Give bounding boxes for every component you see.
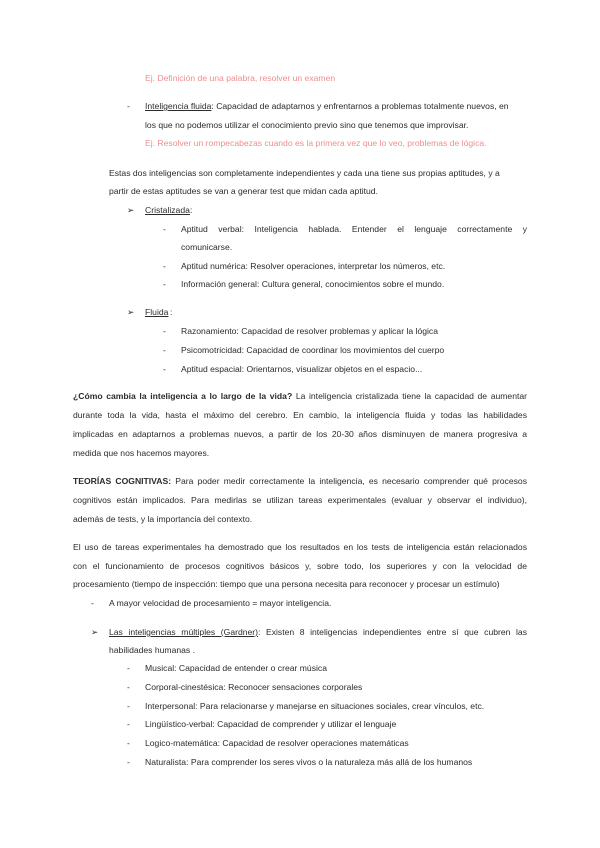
fluida-definition-line2: los que no podemos utilizar el conocimiento previo sino que tenemos que improvisar. <box>145 120 469 130</box>
dash-bullet: - <box>127 738 130 748</box>
cristalizada-item-info: Información general: Cultura general, conocimientos sobre el mundo. <box>181 279 445 289</box>
cristalizada-title: Cristalizada <box>145 205 190 215</box>
tareas-paragraph-line1: El uso de tareas experimentales ha demostrado que los resultados en los tests de inteligencia están relacionados <box>73 542 527 552</box>
colon: : <box>190 205 193 215</box>
multiples-item-linguistico: Lingüístico-verbal: Capacidad de comprender y utilizar el lenguaje <box>145 719 397 729</box>
multiples-line2: habilidades humanas . <box>109 645 195 655</box>
dash-bullet: - <box>163 345 166 355</box>
cristalizada-item-verbal-cont: comunicarse. <box>181 242 233 252</box>
indep-paragraph-line1: Estas dos inteligencias son completamente independientes y cada una tiene sus propias aptitudes, y a <box>109 168 500 178</box>
dash-bullet: - <box>91 598 94 608</box>
dash-bullet: - <box>163 326 166 336</box>
fluida-item-razonamiento: Razonamiento: Capacidad de resolver problemas y aplicar la lógica <box>181 326 438 336</box>
teorias-heading: TEORÍAS COGNITIVAS: <box>73 476 172 486</box>
cambio-paragraph-line3: implicadas en adaptarnos a problemas nuevos, a partir de los 20-30 años disminuyen de manera progresiva a <box>73 429 527 439</box>
multiples-item-musical: Musical: Capacidad de entender o crear música <box>145 663 327 673</box>
dash-bullet: - <box>127 663 130 673</box>
dash-bullet: - <box>163 364 166 374</box>
multiples-line1 <box>109 627 527 638</box>
cambio-paragraph-line4: medida que nos hacemos mayores. <box>73 448 210 458</box>
fluida-definition-line1 <box>145 101 509 112</box>
dash-bullet: - <box>127 682 130 692</box>
dash-bullet: - <box>127 719 130 729</box>
multiples-item-naturalista: Naturalista: Para comprender los seres vivos o la naturaleza más allá de los humanos <box>145 757 473 767</box>
example-cristalizada: Ej. Definición de una palabra, resolver un examen <box>145 73 336 83</box>
cambio-question: ¿Cómo cambia la inteligencia a lo largo de la vida? <box>73 391 293 401</box>
multiples-text: : Existen 8 inteligencias independientes entre sí que cubren las <box>258 627 527 637</box>
fluida-item-psicomotricidad: Psicomotricidad: Capacidad de coordinar los movimientos del cuerpo <box>181 345 445 355</box>
multiples-term: Las inteligencias múltiples (Gardner) <box>109 627 259 637</box>
fluida-term: Inteligencia fluida <box>145 101 212 111</box>
colon: : <box>170 307 173 317</box>
indep-paragraph-line2: partir de estas aptitudes se van a generar test que midan cada aptitud. <box>109 186 378 196</box>
dash-bullet: - <box>163 279 166 289</box>
multiples-item-interpersonal: Interpersonal: Para relacionarse y manejarse en situaciones sociales, crear vínculos, etc. <box>145 701 485 711</box>
tareas-paragraph-line3: procesamiento (tiempo de inspección: tiempo que una persona necesita para reconocer y procesar un estímulo) <box>73 579 500 589</box>
teorias-paragraph-line3: además de tests, y la importancia del contexto. <box>73 514 253 524</box>
teorias-paragraph-line1 <box>73 476 527 487</box>
dash-bullet: - <box>127 757 130 767</box>
velocidad-item: A mayor velocidad de procesamiento = mayor inteligencia. <box>109 598 332 608</box>
fluida-definition-text: : Capacidad de adaptarnos y enfrentarnos a problemas totalmente nuevos, en <box>211 101 509 111</box>
dash-bullet: - <box>127 101 130 111</box>
teorias-paragraph-line2: cognitivos están implicados. Para medirlas se utilizan tareas experimentales (evaluar y observar el individuo), <box>73 495 527 505</box>
fluida-title: Fluida <box>145 307 169 317</box>
fluida-item-espacial: Aptitud espacial: Orientarnos, visualizar objetos en el espacio... <box>181 364 423 374</box>
arrow-bullet: ➢ <box>91 627 99 637</box>
multiples-item-logico: Logico-matemática: Capacidad de resolver operaciones matemáticas <box>145 738 409 748</box>
tareas-paragraph-line2: con el funcionamiento de procesos cognitivos básicos y, sobre todo, los superiores y con la velocidad de <box>73 561 527 571</box>
teorias-text: Para poder medir correctamente la inteligencia, es necesario comprender qué procesos <box>171 476 527 486</box>
cambio-paragraph-line2: durante toda la vida, hasta el máximo del cerebro. En cambio, la inteligencia fluida y todas las habilidades <box>73 410 527 420</box>
multiples-item-corporal: Corporal-cinestésica: Reconocer sensaciones corporales <box>145 682 363 692</box>
example-fluida: Ej. Resolver un rompecabezas cuando es la primera vez que lo veo, problemas de lógica. <box>145 138 487 148</box>
cambio-text: La inteligencia cristalizada tiene la capacidad de aumentar <box>292 391 528 401</box>
dash-bullet: - <box>127 701 130 711</box>
cristalizada-item-verbal: Aptitud verbal: Inteligencia hablada. Entender el lenguaje correctamente y <box>181 224 527 234</box>
arrow-bullet: ➢ <box>127 205 135 215</box>
cristalizada-item-numerica: Aptitud numérica: Resolver operaciones, interpretar los números, etc. <box>181 261 446 271</box>
dash-bullet: - <box>163 261 166 271</box>
dash-bullet: - <box>163 224 166 234</box>
cambio-paragraph-line1 <box>73 391 527 402</box>
arrow-bullet: ➢ <box>127 307 135 317</box>
